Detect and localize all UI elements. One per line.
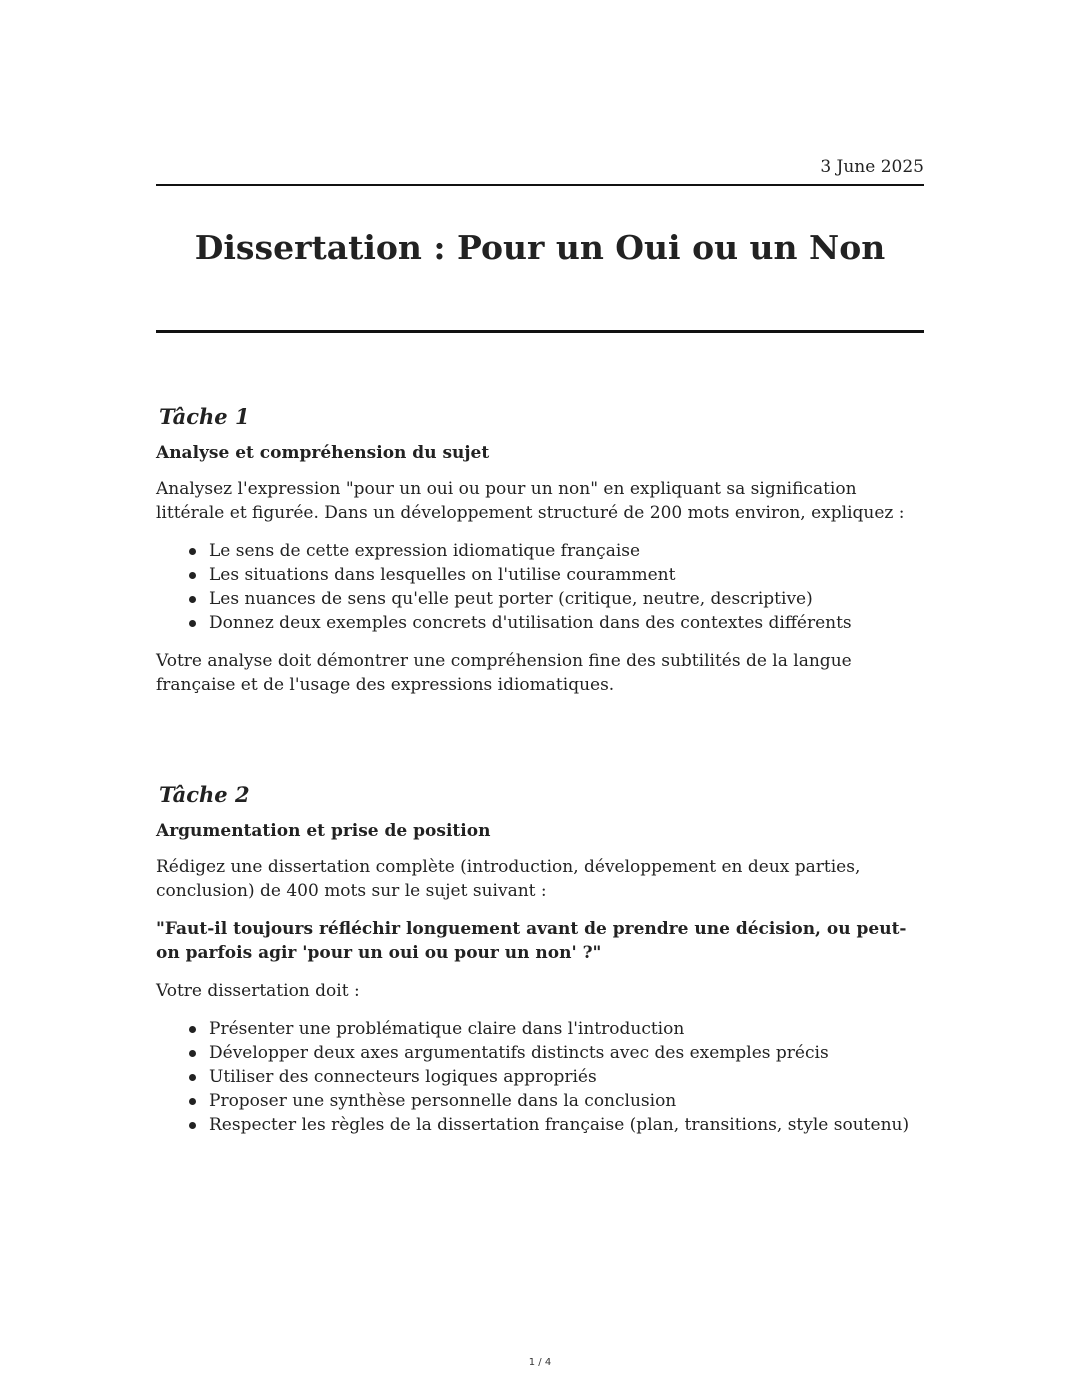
task-1-subtitle: Analyse et compréhension du sujet xyxy=(156,443,490,463)
bullet-icon xyxy=(189,596,196,603)
task-1-intro: Analysez l'expression "pour un oui ou pour un non" en expliquant sa signification littérale et figurée. Dans un développement structuré de 200 mots environ, expliquez : xyxy=(156,479,905,523)
list-item: Utiliser des connecteurs logiques appropriés xyxy=(209,1065,924,1089)
document-title: Dissertation : Pour un Oui ou un Non xyxy=(194,228,886,267)
list-item: Présenter une problématique claire dans l'introduction xyxy=(209,1017,924,1041)
list-item: Les situations dans lesquelles on l'utilise couramment xyxy=(209,563,924,587)
task-2-heading: Tâche 2 xyxy=(159,782,250,807)
bullet-icon xyxy=(189,1098,196,1105)
bullet-icon xyxy=(189,620,196,627)
task-2-subtitle: Argumentation et prise de position xyxy=(156,821,491,841)
task-1-bullet-list xyxy=(156,539,924,635)
task-2-question: "Faut-il toujours réfléchir longuement avant de prendre une décision, ou peut-on parfois agir 'pour un oui ou pour un non' ?" xyxy=(156,919,907,963)
list-item: Respecter les règles de la dissertation française (plan, transitions, style soutenu) xyxy=(209,1113,924,1137)
page-indicator: 1 / 4 xyxy=(528,1357,552,1368)
header-date: 3 June 2025 xyxy=(820,157,924,177)
task-1-section xyxy=(156,404,924,697)
list-item: Proposer une synthèse personnelle dans la conclusion xyxy=(209,1089,924,1113)
bullet-icon xyxy=(189,1074,196,1081)
list-item: Les nuances de sens qu'elle peut porter (critique, neutre, descriptive) xyxy=(209,587,924,611)
list-item: Développer deux axes argumentatifs distincts avec des exemples précis xyxy=(209,1041,924,1065)
task-2-bullet-list xyxy=(156,1017,924,1137)
task-1-closing: Votre analyse doit démontrer une compréhension fine des subtilités de la langue française et de l'usage des expressions idiomatiques. xyxy=(156,651,852,695)
bullet-icon xyxy=(189,1122,196,1129)
task-2-lead: Votre dissertation doit : xyxy=(156,981,360,1001)
bullet-icon xyxy=(189,1026,196,1033)
title-rule xyxy=(156,330,924,333)
task-2-section xyxy=(156,782,924,1137)
header-rule xyxy=(156,184,924,186)
bullet-icon xyxy=(189,572,196,579)
task-2-intro: Rédigez une dissertation complète (introduction, développement en deux parties, conclusion) de 400 mots sur le sujet suivant : xyxy=(156,857,861,901)
bullet-icon xyxy=(189,548,196,555)
list-item: Donnez deux exemples concrets d'utilisation dans des contextes différents xyxy=(209,611,924,635)
bullet-icon xyxy=(189,1050,196,1057)
list-item: Le sens de cette expression idiomatique française xyxy=(209,539,924,563)
task-1-heading: Tâche 1 xyxy=(159,404,250,429)
document-page xyxy=(156,0,924,1397)
